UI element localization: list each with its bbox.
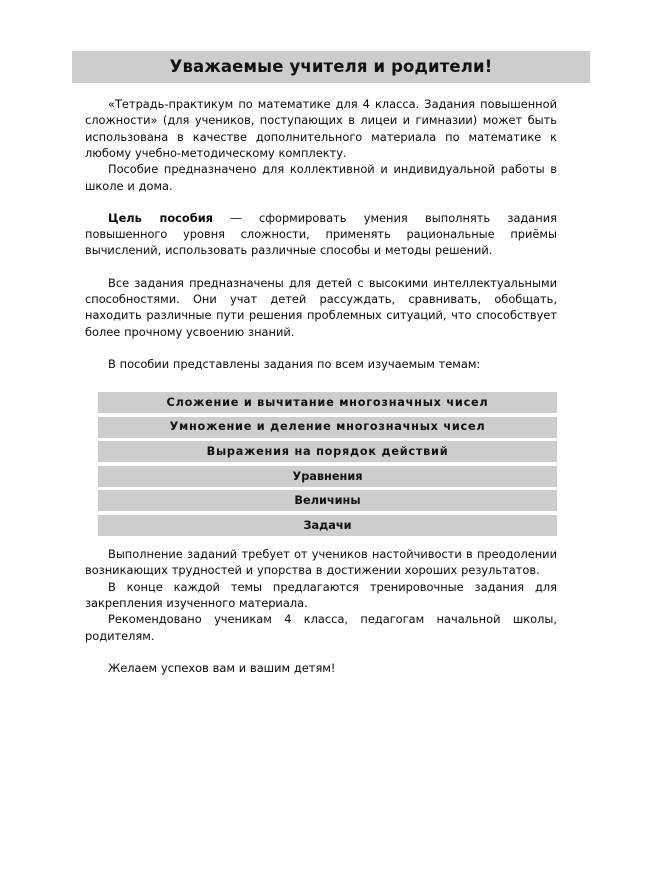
purpose-body-text: — сформировать умения выполнять задания повышенного уровня сложности, применять рациональные приёмы вычислений, использовать различные способы и методы решений. [85, 210, 557, 258]
spacer [85, 194, 557, 210]
topic-label: Величины [294, 494, 361, 508]
spacer [85, 259, 557, 275]
spacer [85, 644, 557, 660]
page-title: Уважаемые учителя и родители! [169, 56, 493, 76]
intro-section [85, 96, 557, 372]
topics-intro-text: В пособии представлены задания по всем изучаемым темам: [108, 356, 481, 371]
topic-label: Уравнения [292, 469, 363, 483]
page-header-band [72, 51, 590, 83]
topic-bar-problems [98, 515, 557, 536]
topic-bar-quantities [98, 490, 557, 511]
topic-bar-equations [98, 466, 557, 487]
topic-bar-order-of-operations [98, 441, 557, 462]
topic-bar-multiplication-division [98, 417, 557, 438]
closing-wish: Желаем успехов вам и вашим детям! [108, 661, 336, 676]
purpose-paragraph [85, 210, 557, 259]
topics-list [98, 392, 557, 536]
closing-paragraph-1: Выполнение заданий требует от учеников настойчивости в преодолении возникающих трудностей и упорства в достижении хороших результатов. [85, 547, 557, 578]
purpose-lead-label: Цель пособия [108, 210, 213, 225]
closing-paragraph-3: Рекомендовано ученикам 4 класса, педагогам начальной школы, родителям. [85, 612, 557, 643]
intro-paragraph-1: «Тетрадь-практикум по математике для 4 класса. Задания повышенной сложности» (для учеников, поступающих в лицеи и гимназии) может быть использована в качестве дополнительного материала по математике к любому учебно-методическому комплекту. [85, 97, 557, 161]
topic-label: Выражения на порядок действий [206, 445, 449, 459]
intro-paragraph-2: Пособие предназначено для коллективной и индивидуальной работы в школе и дома. [85, 162, 557, 193]
closing-section [85, 546, 557, 676]
topic-label: Сложение и вычитание многозначных чисел [166, 395, 489, 409]
topic-bar-addition-subtraction [98, 392, 557, 413]
topic-label: Умножение и деление многозначных чисел [169, 420, 486, 434]
topic-label: Задачи [303, 518, 352, 532]
audience-paragraph: Все задания предназначены для детей с высокими интеллектуальными способностями. Они учат детей рассуждать, сравнивать, обобщать, находить различные пути решения проблемных ситуаций, что способствует более прочному усвоению знаний. [85, 275, 557, 339]
spacer [85, 340, 557, 356]
closing-paragraph-2: В конце каждой темы предлагаются тренировочные задания для закрепления изученного материала. [85, 579, 557, 611]
